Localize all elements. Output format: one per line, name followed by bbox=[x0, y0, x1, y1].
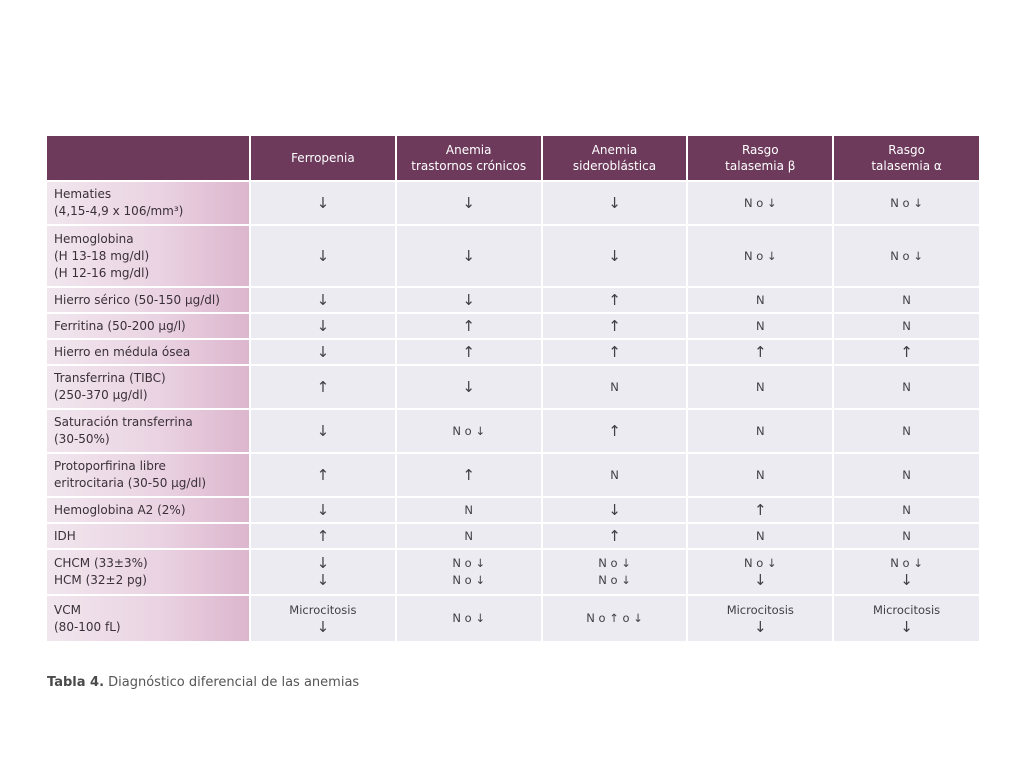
row-label-text: Ferritina (50-200 μg/l) bbox=[54, 318, 186, 333]
table-row bbox=[47, 595, 979, 641]
cell-value: ↓ bbox=[900, 617, 913, 636]
table-cell bbox=[542, 497, 688, 523]
cell-value: N bbox=[902, 292, 911, 307]
table-cell bbox=[396, 523, 542, 549]
cell-value: ↓ bbox=[462, 290, 475, 309]
header-text: Anemia bbox=[591, 143, 638, 157]
header-text: Ferropenia bbox=[291, 151, 355, 165]
cell-value: ↓ bbox=[608, 500, 621, 519]
cell-value: N bbox=[902, 318, 911, 333]
table-cell bbox=[396, 181, 542, 225]
table-cell bbox=[250, 225, 396, 287]
table-cell bbox=[833, 365, 979, 409]
cell-value: N bbox=[755, 292, 765, 307]
cell-value: Microcitosis bbox=[872, 602, 941, 617]
header-text: Rasgo bbox=[741, 143, 779, 157]
row-label bbox=[47, 365, 250, 409]
table-cell bbox=[396, 549, 542, 595]
cell-value: ↓ bbox=[608, 193, 621, 212]
table-cell bbox=[833, 225, 979, 287]
table-cell bbox=[396, 339, 542, 365]
row-label-text: VCM bbox=[54, 602, 81, 617]
header-text: trastornos crónicos bbox=[411, 159, 527, 173]
table-cell bbox=[250, 365, 396, 409]
table-row bbox=[47, 225, 979, 287]
cell-value: ↓ bbox=[316, 617, 330, 636]
row-label-text: Saturación transferrina bbox=[54, 415, 193, 429]
cell-value: N o ↓ bbox=[452, 611, 485, 625]
table-cell bbox=[250, 339, 396, 365]
table-row bbox=[47, 523, 979, 549]
header-text: talasemia α bbox=[871, 159, 942, 173]
table-cell bbox=[687, 287, 833, 313]
header-cell bbox=[396, 136, 542, 181]
cell-value: N o ↓ bbox=[890, 556, 923, 570]
table-cell bbox=[542, 313, 688, 339]
table-container bbox=[47, 136, 979, 641]
cell-value: Microcitosis bbox=[289, 602, 357, 617]
cell-value: ↑ bbox=[316, 526, 330, 545]
row-label-text: (4,15-4,9 x 106/mm³) bbox=[54, 204, 184, 218]
table-cell bbox=[833, 339, 979, 365]
cell-value: N bbox=[755, 467, 765, 482]
table-cell bbox=[542, 339, 688, 365]
table-cell bbox=[687, 181, 833, 225]
table-caption bbox=[47, 675, 359, 690]
header-text: Rasgo bbox=[888, 143, 925, 157]
cell-value: N bbox=[755, 318, 765, 333]
table-cell bbox=[250, 549, 396, 595]
cell-value: ↑ bbox=[608, 421, 621, 440]
table-cell bbox=[687, 409, 833, 453]
table-cell bbox=[542, 595, 688, 641]
table-row bbox=[47, 339, 979, 365]
table-cell bbox=[542, 453, 688, 497]
row-label-text: eritrocitaria (30-50 μg/dl) bbox=[54, 476, 207, 490]
header-cell bbox=[833, 136, 979, 181]
row-label bbox=[47, 339, 250, 365]
table-cell bbox=[833, 453, 979, 497]
table-row bbox=[47, 287, 979, 313]
row-label bbox=[47, 453, 250, 497]
cell-value: N o ↓ bbox=[890, 195, 923, 210]
table-cell bbox=[396, 409, 542, 453]
table-cell bbox=[833, 409, 979, 453]
cell-value: ↓ bbox=[316, 246, 330, 265]
table-cell bbox=[687, 225, 833, 287]
cell-value: ↑ bbox=[462, 465, 475, 484]
table-row bbox=[47, 497, 979, 523]
row-label bbox=[47, 595, 250, 641]
row-label-text: Hemoglobina A2 (2%) bbox=[54, 502, 186, 517]
table-cell bbox=[396, 595, 542, 641]
row-label-text: (30-50%) bbox=[54, 432, 110, 446]
table-cell bbox=[542, 287, 688, 313]
cell-value: ↑ bbox=[754, 500, 767, 519]
cell-value: ↓ bbox=[462, 246, 475, 265]
table-cell bbox=[250, 287, 396, 313]
cell-value: N o ↓ bbox=[890, 248, 923, 263]
cell-value: N o ↓ bbox=[452, 556, 485, 570]
table-cell bbox=[687, 339, 833, 365]
table-cell bbox=[396, 365, 542, 409]
row-label-text: IDH bbox=[54, 528, 76, 543]
cell-value: ↑ bbox=[754, 342, 767, 361]
row-label bbox=[47, 225, 250, 287]
table-cell bbox=[542, 365, 688, 409]
cell-value: ↓ bbox=[754, 617, 767, 636]
cell-value: ↑ bbox=[462, 316, 475, 335]
table-cell bbox=[250, 409, 396, 453]
cell-value: ↓ bbox=[900, 571, 913, 589]
cell-value: ↑ bbox=[608, 290, 621, 309]
cell-value: N bbox=[902, 423, 911, 438]
table-cell bbox=[833, 549, 979, 595]
row-label-text: (80-100 fL) bbox=[54, 619, 121, 634]
cell-value: N bbox=[610, 467, 619, 482]
row-label bbox=[47, 181, 250, 225]
table-cell bbox=[542, 523, 688, 549]
cell-value: N bbox=[610, 379, 619, 394]
row-label-text: Hemoglobina bbox=[54, 231, 134, 246]
row-label bbox=[47, 523, 250, 549]
cell-value: ↑ bbox=[608, 526, 621, 545]
cell-value: ↑ bbox=[316, 377, 330, 396]
cell-value: N o ↓ bbox=[743, 248, 777, 263]
table-cell bbox=[542, 549, 688, 595]
cell-value: ↑ bbox=[608, 342, 621, 361]
table-cell bbox=[250, 523, 396, 549]
caption-label: Tabla 4. bbox=[47, 675, 105, 690]
table-cell bbox=[687, 549, 833, 595]
table-cell bbox=[687, 313, 833, 339]
header-text: Anemia bbox=[445, 143, 492, 157]
cell-value: ↑ bbox=[900, 342, 913, 361]
table-cell bbox=[833, 595, 979, 641]
table-row bbox=[47, 409, 979, 453]
header-cell bbox=[542, 136, 688, 181]
table-cell bbox=[687, 453, 833, 497]
table-cell bbox=[396, 453, 542, 497]
row-label bbox=[47, 287, 250, 313]
cell-value: N o ↓ bbox=[452, 573, 485, 587]
table-cell bbox=[687, 497, 833, 523]
row-label bbox=[47, 409, 250, 453]
table-row bbox=[47, 453, 979, 497]
table-cell bbox=[833, 287, 979, 313]
header-cell bbox=[687, 136, 833, 181]
row-label bbox=[47, 497, 250, 523]
cell-value: ↓ bbox=[316, 554, 330, 572]
cell-value: ↓ bbox=[462, 193, 475, 212]
cell-value: ↓ bbox=[316, 500, 330, 519]
row-label-text: (H 13-18 mg/dl) bbox=[54, 248, 150, 263]
cell-value: N bbox=[902, 502, 911, 517]
row-label-text: CHCM (33±3%) bbox=[54, 556, 148, 570]
table-cell bbox=[250, 181, 396, 225]
cell-value: ↓ bbox=[316, 316, 330, 335]
table-cell bbox=[833, 523, 979, 549]
table-cell bbox=[396, 313, 542, 339]
header-cell bbox=[250, 136, 396, 181]
cell-value: ↓ bbox=[754, 571, 767, 589]
header-cell-empty bbox=[47, 136, 250, 181]
cell-value: ↓ bbox=[462, 377, 475, 396]
row-label-text: Hierro sérico (50-150 μg/dl) bbox=[54, 292, 220, 307]
table-cell bbox=[687, 595, 833, 641]
table-row bbox=[47, 365, 979, 409]
row-label bbox=[47, 549, 250, 595]
table-cell bbox=[250, 595, 396, 641]
cell-value: ↓ bbox=[608, 246, 621, 265]
cell-value: N o ↓ bbox=[743, 195, 777, 210]
cell-value: N bbox=[464, 528, 473, 543]
cell-value: ↑ bbox=[462, 342, 475, 361]
cell-value: N bbox=[755, 528, 765, 543]
table-cell bbox=[396, 225, 542, 287]
row-label-text: (H 12-16 mg/dl) bbox=[54, 265, 150, 280]
table-cell bbox=[687, 365, 833, 409]
cell-value: N o ↓ bbox=[598, 573, 631, 587]
row-label-text: HCM (32±2 pg) bbox=[54, 573, 147, 587]
cell-value: ↓ bbox=[316, 193, 330, 212]
cell-value: N bbox=[755, 379, 765, 394]
table-cell bbox=[833, 181, 979, 225]
table-cell bbox=[250, 497, 396, 523]
table-cell bbox=[250, 313, 396, 339]
header-text: sideroblástica bbox=[572, 159, 657, 173]
header-text: talasemia β bbox=[725, 159, 796, 173]
cell-value: N bbox=[755, 423, 765, 438]
cell-value: N bbox=[464, 502, 473, 517]
table-cell bbox=[833, 313, 979, 339]
cell-value: N o ↓ bbox=[743, 556, 777, 570]
cell-value: N o ↓ bbox=[598, 556, 631, 570]
table-cell bbox=[833, 497, 979, 523]
row-label-text: Hierro en médula ósea bbox=[54, 344, 191, 359]
table-header-row bbox=[47, 136, 979, 181]
table-cell bbox=[396, 497, 542, 523]
cell-value: ↑ bbox=[608, 316, 621, 335]
row-label-text: Protoporfirina libre bbox=[54, 459, 166, 473]
cell-value: N bbox=[902, 467, 911, 482]
row-label bbox=[47, 313, 250, 339]
cell-value: ↑ bbox=[316, 465, 330, 484]
table-row bbox=[47, 313, 979, 339]
table-cell bbox=[396, 287, 542, 313]
cell-value: ↓ bbox=[316, 571, 330, 589]
table-cell bbox=[250, 453, 396, 497]
cell-value: ↓ bbox=[316, 421, 330, 440]
row-label-text: (250-370 μg/dl) bbox=[54, 388, 148, 402]
cell-value: Microcitosis bbox=[726, 602, 794, 617]
table-row bbox=[47, 181, 979, 225]
cell-value: N bbox=[902, 379, 911, 394]
table-row bbox=[47, 549, 979, 595]
differential-diagnosis-table bbox=[47, 136, 979, 641]
table-cell bbox=[542, 181, 688, 225]
row-label-text: Transferrina (TIBC) bbox=[54, 371, 166, 385]
cell-value: ↓ bbox=[316, 290, 330, 309]
table-cell bbox=[687, 523, 833, 549]
cell-value: ↓ bbox=[316, 342, 330, 361]
table-cell bbox=[542, 225, 688, 287]
cell-value: N bbox=[902, 528, 911, 543]
row-label-text: Hematies bbox=[54, 187, 112, 201]
table-body bbox=[47, 181, 979, 641]
cell-value: N o ↑ o ↓ bbox=[586, 611, 643, 625]
caption-text: Diagnóstico diferencial de las anemias bbox=[104, 675, 360, 690]
table-cell bbox=[542, 409, 688, 453]
cell-value: N o ↓ bbox=[452, 423, 485, 438]
